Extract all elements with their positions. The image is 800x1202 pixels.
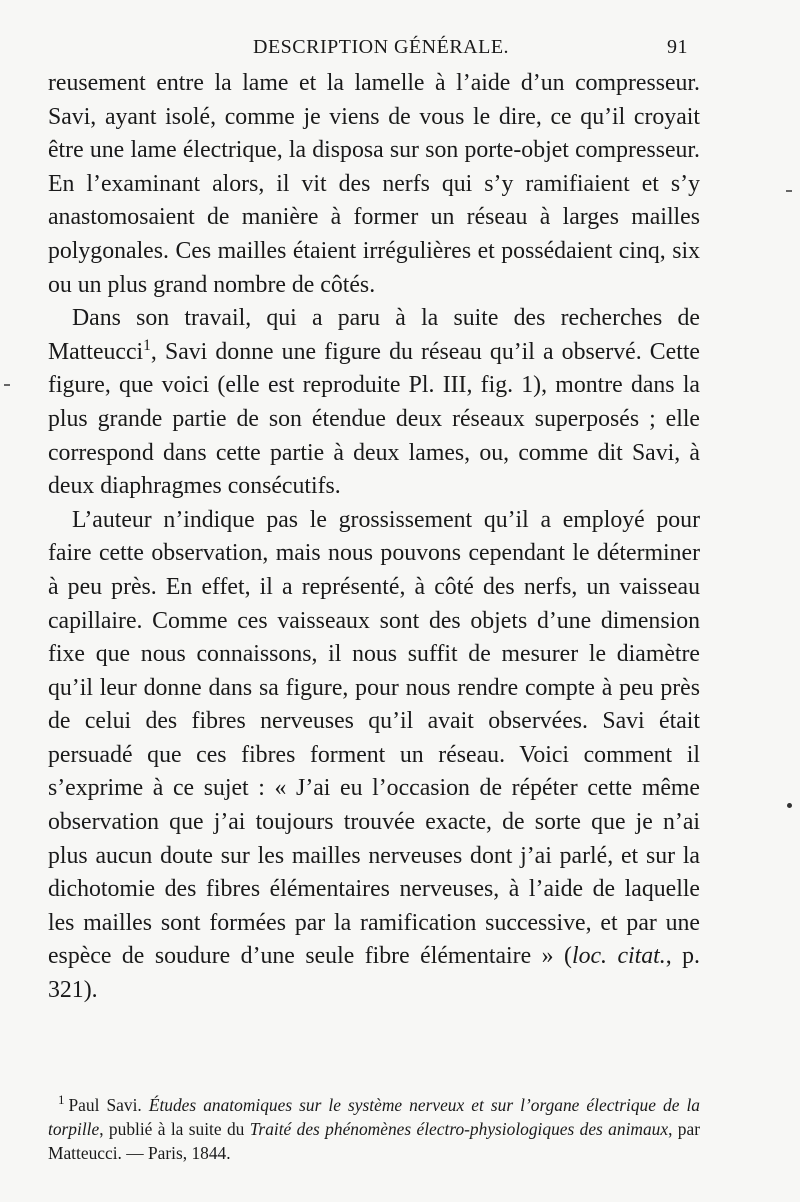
footnote-end: , par Matteucci. — Paris, 1844. [48,1119,700,1163]
footnote-mark: 1 [58,1092,65,1108]
footnote-reference: 1 [143,336,151,354]
paragraph-3-text-end: , p. 321). [48,943,701,1004]
footnote-middle: , publié à la suite du [99,1119,250,1139]
footnotes [48,1093,700,1165]
paragraph-2-text-end: , Savi donne une figure du réseau qu’il a observé. Cette figure, que voici (elle est reproduite Pl. III, fig. 1), montre dans la plus grande partie de son étendue deux réseaux superposés ; elle correspond dans cette partie à deux lames, ou, comme dit Savi, à deux diaphragmes consécutifs. [48,338,700,500]
left-margin-tick [4,384,10,386]
paragraph-2-text-start: Dans son travail, qui a paru à la suite des recherches de Matteucci [48,305,700,365]
paragraph-3 [48,504,700,1008]
paragraph-1: reusement entre la lame et la lamelle à l’aide d’un compresseur. Savi, ayant isolé, comme je viens de vous le dire, ce qu’il croyait être une lame électrique, la disposa sur son porte-objet compresseur. En l’examinant alors, il vit des nerfs qui s’y ramifiaient et s’y anastomosaient de manière à former un réseau à larges mailles polygonales. Ces mailles étaient irrégulières et possédaient cinq, six ou un plus grand nombre de côtés. [48,70,700,298]
paragraph-2 [48,302,700,504]
footnote-title: Études anatomiques sur le système nerveux et sur l’organe électrique de la torpille [48,1095,701,1139]
right-margin-tick [786,190,792,192]
page-number: 91 [667,36,688,58]
paragraph-3-text-start: L’auteur n’indique pas le grossissement qu’il a employé pour faire cette observation, mais nous pouvons cependant le déterminer à peu près. En effet, il a représenté, à côté des nerfs, un vaisseau capillaire. Comme ces vaisseaux sont des objets d’une dimension fixe que nous connaissons, il nous suffit de mesurer le diamètre qu’il leur donne dans sa figure, pour nous rendre compte à peu près de celui des fibres nerveuses qu’il avait observées. Savi était persuadé que ces fibres forment un réseau. Voici comment il s’exprime à ce sujet : « J’ai eu l’occasion de répéter cette même observation que j’ai toujours trouvée exacte, de sorte que je n’ai plus aucun doute sur les mailles nerveuses dont j’ai parlé, et sur la dichotomie des fibres élémentaires nerveuses, à l’aide de laquelle les mailles sont formées par la ramification successive, et par une espèce de soudure d’une seule fibre élémentaire » ( [48,506,700,970]
running-head: DESCRIPTION GÉNÉRALE. [253,36,510,58]
page-header [48,30,688,62]
footnote-1 [48,1093,700,1165]
margin-dot-mark [787,803,792,808]
footnote-treatise: Traité des phénomènes électro-physiologiques des animaux [249,1119,669,1139]
body-text [48,67,700,1008]
footnote-author: Paul Savi. [68,1095,142,1115]
loc-citat: loc. citat. [571,943,666,970]
